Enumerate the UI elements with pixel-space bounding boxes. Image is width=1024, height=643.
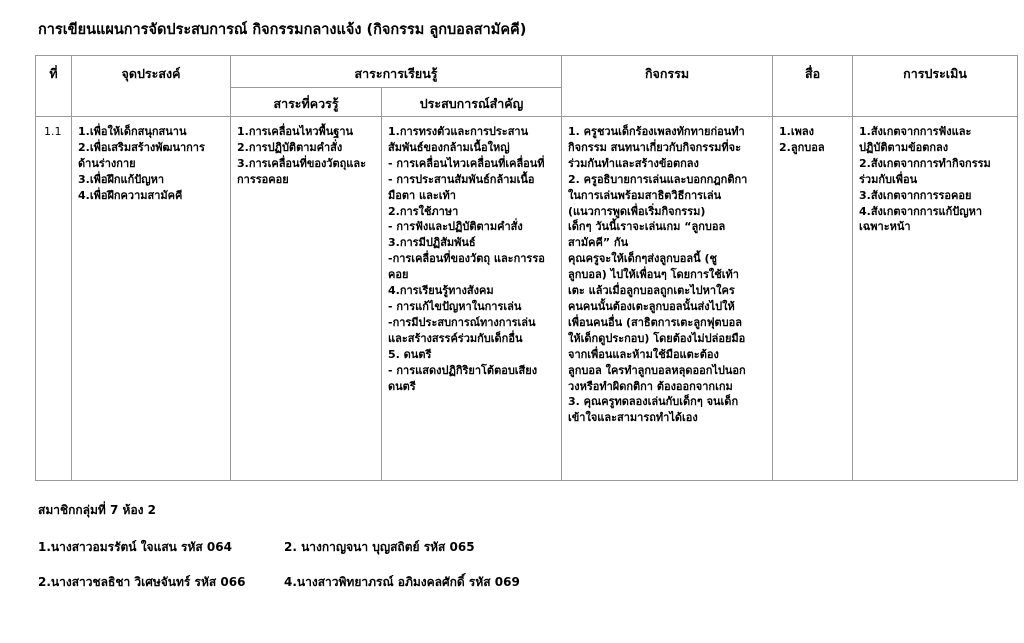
activity-line: 1. ครูชวนเด็กร้องเพลงทักทายก่อนทำ [568, 125, 745, 138]
cell-key-experience [382, 117, 562, 481]
header-activity: กิจกรรม [562, 56, 773, 117]
evaluation-line: เฉพาะหน้า [859, 220, 911, 234]
objective-line: 1.เพื่อให้เด็กสนุกสนาน [78, 125, 187, 138]
cell-evaluation [853, 117, 1018, 481]
key-experience-line: - การประสานสัมพันธ์กล้ามเนื้อ [388, 172, 535, 186]
activity-line: เตะ แล้วเมื่อลูกบอลถูกเตะไปหาใคร [568, 284, 735, 298]
media-line: 2.ลูกบอล [779, 140, 825, 154]
plan-table [35, 55, 1018, 481]
activity-line: คุณครูจะให้เด็กๆส่งลูกบอลนี้ (ชู [568, 252, 717, 266]
evaluation-line: 3.สังเกตจากการรอคอย [859, 188, 972, 202]
key-experience-line: - การแสดงปฏิกิริยาโต้ตอบเสียง [388, 363, 538, 377]
header-objective: จุดประสงค์ [72, 56, 231, 117]
key-experience-line: คอย [388, 268, 409, 282]
key-experience-line: 1.การทรงตัวและการประสาน [388, 125, 529, 138]
header-key-experience: ประสบการณ์สำคัญ [382, 88, 562, 117]
members-heading: สมาชิกกลุ่มที่ 7 ห้อง 2 [38, 503, 157, 517]
should-know-line: 1.การเคลื่อนไหวพื้นฐาน [237, 125, 354, 138]
key-experience-line: -การเคลื่อนที่ของวัตถุ และการรอ [388, 252, 545, 266]
activity-line: สามัคคี” กัน [568, 236, 629, 250]
key-experience-line: -การมีประสบการณ์ทางการเล่น [388, 315, 536, 329]
activity-line: 3. คุณครูทดลองเล่นกับเด็กๆ จนเด็ก [568, 395, 739, 409]
activity-line: เด็กๆ วันนี้เราจะเล่นเกม “ลูกบอล [568, 220, 726, 234]
should-know-line: การรอคอย [237, 172, 289, 186]
header-should-know: สาระที่ควรรู้ [231, 88, 382, 117]
key-experience-line: 5. ดนตรี [388, 347, 432, 361]
cell-activity [562, 117, 773, 481]
key-experience-line: สัมพันธ์ของกล้ามเนื้อใหญ่ [388, 140, 510, 154]
header-learning-content: สาระการเรียนรู้ [231, 56, 562, 88]
activity-line: กิจกรรม สนทนาเกี่ยวกับกิจกรรมที่จะ [568, 140, 741, 154]
evaluation-line: ร่วมกับเพื่อน [859, 172, 918, 186]
activity-line: 2. ครูอธิบายการเล่นและบอกกฎกติกา [568, 172, 748, 186]
evaluation-line: 1.สังเกตจากการฟังและ [859, 125, 972, 138]
activity-line: ร่วมกันทำและสร้างข้อตกลง [568, 156, 699, 170]
cell-media [773, 117, 853, 481]
activity-line: ลูกบอล) ไปให้เพื่อนๆ โดยการใช้เท้า [568, 268, 739, 282]
row-number: 1.1 [44, 125, 62, 138]
key-experience-line: และสร้างสรรค์ร่วมกับเด็กอื่น [388, 331, 523, 345]
key-experience-line: - การเคลื่อนไหวเคลื่อนที่เคลื่อนที่ [388, 156, 545, 170]
key-experience-line: 3.การมีปฏิสัมพันธ์ [388, 236, 476, 250]
key-experience-line: ดนตรี [388, 379, 416, 393]
media-line: 1.เพลง [779, 125, 814, 138]
member-name: 1.นางสาวอมรรัตน์ ใจแสน รหัส 064 [38, 540, 232, 554]
evaluation-line: 2.สังเกตจากการทำกิจกรรม [859, 156, 991, 170]
activity-line: คนคนนั้นต้องเตะลูกบอลนั้นส่งไปให้ [568, 299, 735, 313]
objective-line: 2.เพื่อเสริมสร้างพัฒนาการ [78, 140, 205, 154]
activity-line: เพื่อนคนอื่น (สาธิตการเตะลูกฟุตบอล [568, 315, 742, 329]
key-experience-line: 2.การใช้ภาษา [388, 204, 459, 218]
member-name: 2.นางสาวชลธิชา วิเศษจันทร์ รหัส 066 [38, 575, 246, 589]
should-know-line: 3.การเคลื่อนที่ของวัตถุและ [237, 156, 367, 170]
objective-line: ด้านร่างกาย [78, 156, 136, 170]
objective-line: 3.เพื่อฝึกแก้ปัญหา [78, 172, 165, 186]
activity-line: วงหรือทำผิดกติกา ต้องออกจากเกม [568, 379, 733, 393]
cell-objective [72, 117, 231, 481]
members-line-2 [38, 573, 520, 592]
should-know-line: 2.การปฏิบัติตามคำสั่ง [237, 140, 343, 154]
activity-line: ลูกบอล ใครทำลูกบอลหลุดออกไปนอก [568, 363, 746, 377]
evaluation-line: ปฏิบัติตามข้อตกลง [859, 140, 949, 154]
activity-line: เข้าใจและสามารถทำได้เอง [568, 411, 698, 425]
cell-should-know [231, 117, 382, 481]
activity-line: ให้เด็กดูประกอบ) โดยต้องไม่ปล่อยมือ [568, 331, 746, 345]
member-name: 2. นางกาญจนา บุญสถิตย์ รหัส 065 [284, 540, 475, 554]
key-experience-line: - การฟังและปฏิบัติตามคำสั่ง [388, 220, 523, 234]
evaluation-line: 4.สังเกตจากการแก้ปัญหา [859, 204, 983, 218]
activity-line: จากเพื่อนและห้ามใช้มือแตะต้อง [568, 347, 719, 361]
header-media: สื่อ [773, 56, 853, 117]
document-title: การเขียนแผนการจัดประสบการณ์ กิจกรรมกลางแจ้ง (กิจกรรม ลูกบอลสามัคคี) [38, 22, 527, 38]
objective-line: 4.เพื่อฝึกความสามัคคี [78, 188, 183, 202]
header-no: ที่ [36, 56, 72, 117]
key-experience-line: - การแก้ไขปัญหาในการเล่น [388, 299, 522, 313]
header-evaluation: การประเมิน [853, 56, 1018, 117]
members-line-1 [38, 538, 475, 557]
key-experience-line: 4.การเรียนรู้ทางสังคม [388, 284, 494, 298]
activity-line: (แนวการพูดเพื่อเริ่มกิจกรรม) [568, 204, 706, 218]
key-experience-line: มือตา และเท้า [388, 188, 456, 202]
activity-line: ในการเล่นพร้อมสาธิตวิธีการเล่น [568, 188, 722, 202]
cell-row-number [36, 117, 72, 481]
member-name: 4.นางสาวพิทยาภรณ์ อภิมงคลศักดิ์ รหัส 069 [284, 575, 520, 589]
